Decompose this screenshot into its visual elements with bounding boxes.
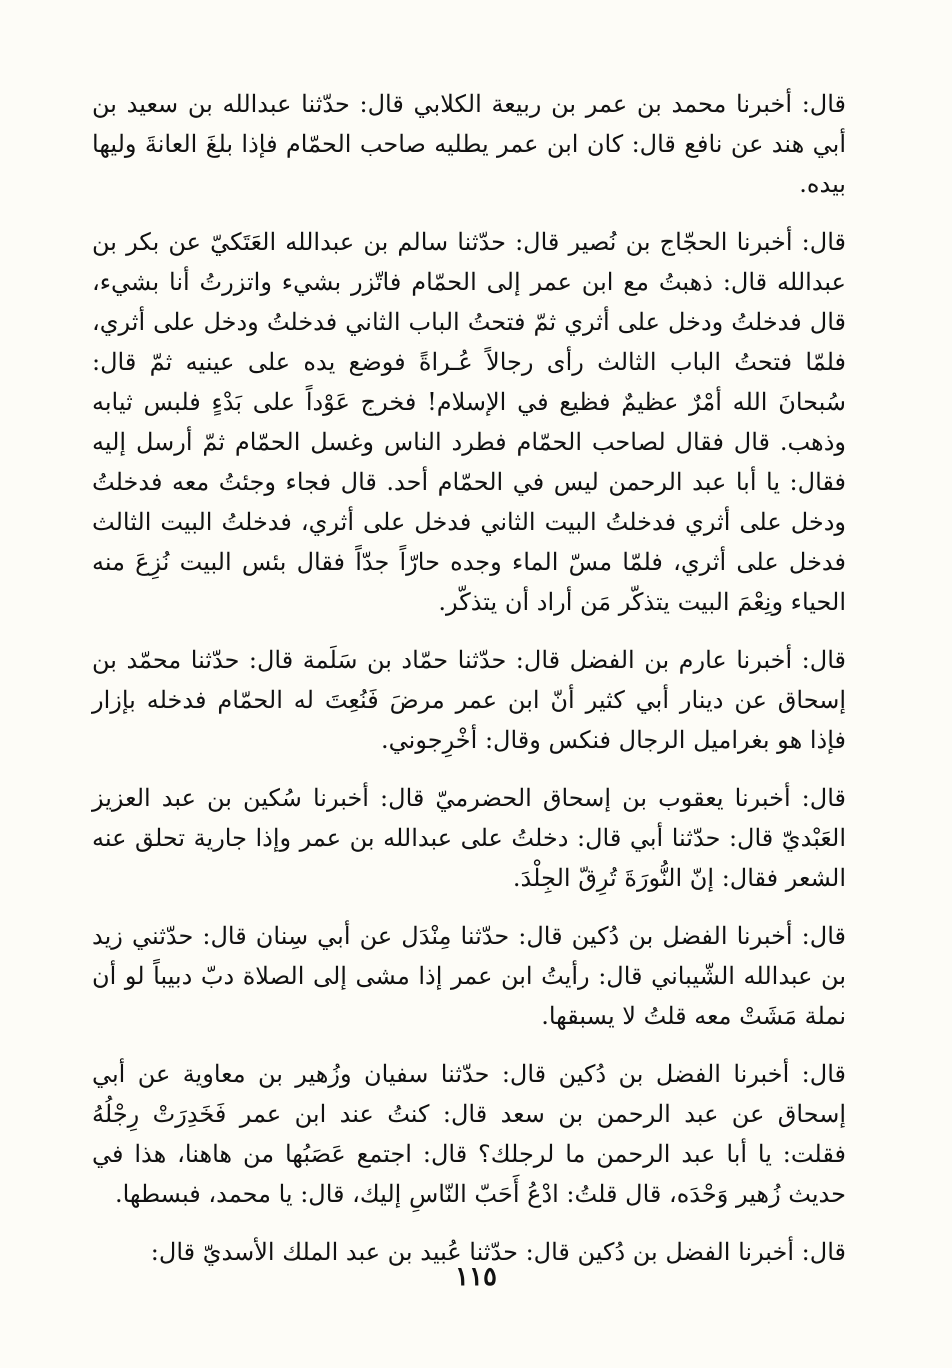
paragraph-5: قال: أخبرنا الفضل بن دُكين قال: حدّثنا مِنْدَل عن أبي سِنان قال: حدّثني زيد بن عبدالله الشّيباني قال: رأيتُ ابن عمر إذا مشى إلى الصلاة دبّ دبيباً لو أن نملة مَشَتْ معه قلتُ لا يسبقها. — [92, 922, 846, 1030]
paragraph-7: قال: أخبرنا الفضل بن دُكين قال: حدّثنا عُبيد بن عبد الملك الأسديّ قال: — [150, 1238, 846, 1266]
paragraph-4: قال: أخبرنا يعقوب بن إسحاق الحضرميّ قال: أخبرنا سُكين بن عبد العزيز العَبْديّ قال: حدّثنا أبي قال: دخلتُ على عبدالله بن عمر وإذا جارية تحلق عنه الشعر فقال: إنّ النُّورَةَ تُرِقّ الجِلْدَ. — [92, 784, 846, 892]
paragraph-1: قال: أخبرنا محمد بن عمر بن ربيعة الكلابي قال: حدّثنا عبدالله بن سعيد بن أبي هند عن نافع قال: كان ابن عمر يطليه صاحب الحمّام فإذا بلغَ العانةَ وليها بيده. — [92, 90, 847, 198]
paragraph-3: قال: أخبرنا عارم بن الفضل قال: حدّثنا حمّاد بن سَلَمة قال: حدّثنا محمّد بن إسحاق عن دينار أبي كثير أنّ ابن عمر مرضَ فَنُعِتَ له الحمّام فدخله بإزار فإذا هو بغراميل الرجال فنكس وقال: أخْرِجوني. — [92, 646, 846, 754]
paragraph-2: قال: أخبرنا الحجّاج بن نُصير قال: حدّثنا سالم بن عبدالله العَتَكيّ عن بكر بن عبدالله قال: ذهبتُ مع ابن عمر إلى الحمّام فاتّزر بشيء واتزرتُ أنا بشيء، قال فدخلتُ ودخل على أثري ثمّ فتحتُ الباب الثاني فدخلتُ ودخل على أثري، فلمّا فتحتُ الباب الثالث رأى رجالاً عُـراةً فوضع يده على عينيه ثمّ قال: سُبحانَ الله أمْرٌ عظيمٌ فظيع في الإسلام! فخرج عَوْداً على بَدْءٍ فلبس ثيابه وذهب. قال فقال لصاحب الحمّام فطرد الناس وغسل الحمّام ثمّ أرسل إليه فقال: يا أبا عبد الرحمن ليس في الحمّام أحد. قال فجاء وجئتُ معه فدخلتُ ودخل على أثري فدخلتُ البيت الثاني فدخل على أثري، فدخلتُ البيت الثالث فدخل على أثري، فلمّا مسّ الماء وجده حارّاً جدّاً فقال بئس البيت نُزِعَ منه الحياء ونِعْمَ البيت يتذكّر مَن أراد أن يتذكّر. — [92, 228, 846, 616]
paragraph-6: قال: أخبرنا الفضل بن دُكين قال: حدّثنا سفيان وزُهير بن معاوية عن أبي إسحاق عن عبد الرحمن بن سعد قال: كنتُ عند ابن عمر فَخَدِرَتْ رِجْلُهُ فقلت: يا أبا عبد الرحمن ما لرجلك؟ قال: اجتمع عَصَبُها من هاهنا، هذا في حديث زُهير وَحْدَه، قال قلتُ: ادْعُ أَحَبّ النّاسِ إليك، قال: يا محمد، فبسطها. — [92, 1060, 846, 1208]
page-number: ١١٥ — [455, 1262, 497, 1292]
